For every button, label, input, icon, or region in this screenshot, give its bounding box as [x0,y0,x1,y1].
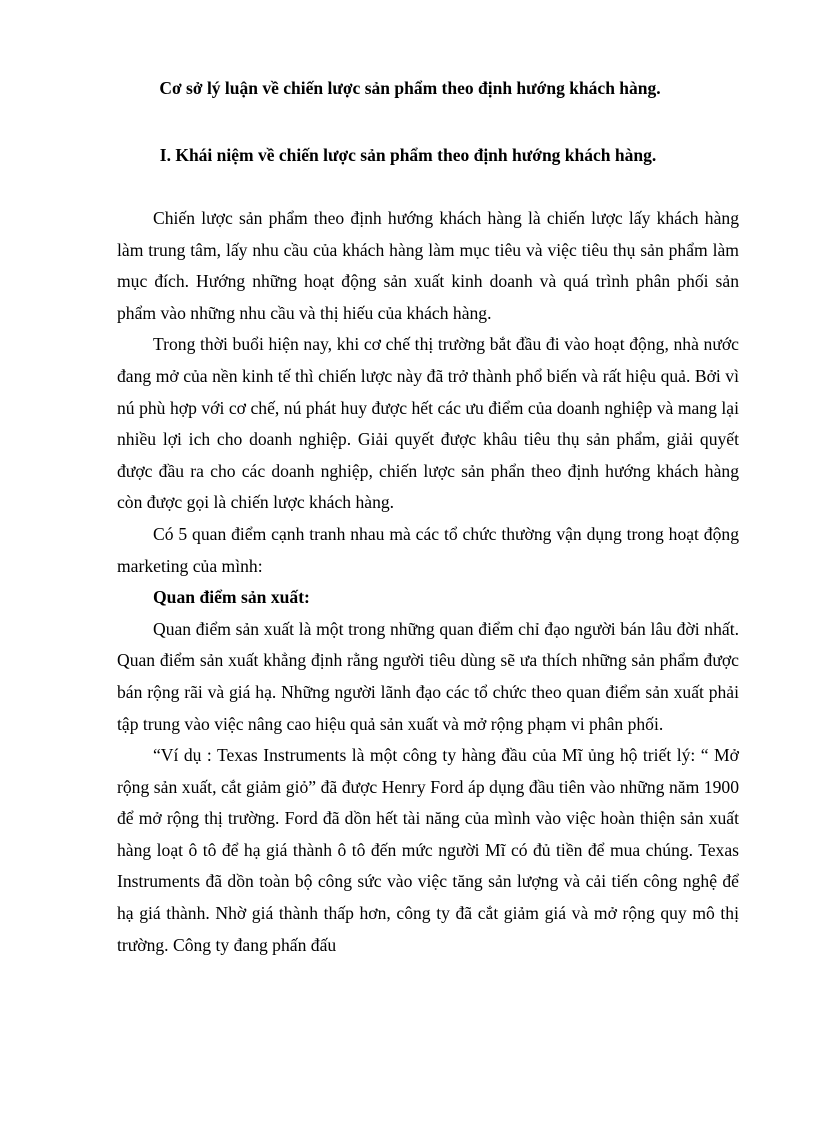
paragraph-context: Trong thời buổi hiện nay, khi cơ chế thị trường bắt đầu đi vào hoạt động, nhà nước đang mở của nền kinh tế thì chiến lược này đã trở thành phổ biến và rất hiệu quả. Bởi vì nú phù hợp với cơ chế, nú phát huy được hết các ưu điểm của doanh nghiệp và mang lại nhiều lợi ich cho doanh nghiệp. Giải quyết được khâu tiêu thụ sản phẩm, giải quyết được đầu ra cho các doanh nghiệp, chiến lược sản phẩn theo định hướng khách hàng còn được gọi là chiến lược khách hàng. [117,334,739,513]
paragraph-five-views: Có 5 quan điểm cạnh tranh nhau mà các tổ chức thường vận dụng trong hoạt động marketing của mình: [117,523,739,576]
paragraph-definition: Chiến lược sản phẩm theo định hướng khách hàng là chiến lược lấy khách hàng làm trung tâm, lấy nhu cầu của khách hàng làm mục tiêu và việc tiêu thụ sản phẩm làm mục đích. Hướng những hoạt động sản xuất kinh doanh và quá trình phân phối sản phẩm vào những nhu cầu và thị hiếu của khách hàng. [117,208,739,323]
paragraph-example: “Ví dụ : Texas Instruments là một công ty hàng đầu của Mĩ ủng hộ triết lý: “ Mở rộng sản xuất, cắt giảm giỏ” đã được Henry Ford áp dụng đầu tiên vào những năm 1900 để mở rộng thị trường. Ford đã dồn hết tài năng của mình vào việc hoàn thiện sản xuất hàng loạt ô tô để hạ giá thành ô tô đến mức người Mĩ có đủ tiền để mua chúng. Texas Instruments đã dồn toàn bộ công sức vào việc tăng sản lượng và cải tiến công nghệ để hạ giá thành. Nhờ giá thành thấp hơn, công ty đã cắt giảm giá và mở rộng quy mô thị trường. Công ty đang phấn đấu [117,745,739,955]
paragraph-production-view: Quan điểm sản xuất là một trong những quan điểm chỉ đạo người bán lâu đời nhất. Quan điểm sản xuất khẳng định rằng người tiêu dùng sẽ ưa thích những sản phẩm được bán rộng rãi và giá hạ. Những người lãnh đạo các tổ chức theo quan điểm sản xuất phải tập trung vào việc nâng cao hiệu quả sản xuất và mở rộng phạm vi phân phối. [117,618,739,734]
section-heading: I. Khái niệm về chiến lược sản phẩm theo định hướng khách hàng. [159,145,657,165]
document-title: Cơ sở lý luận về chiến lược sản phẩm theo định hướng khách hàng. [159,78,661,98]
document-body [117,203,739,961]
subheading-production-view: Quan điểm sản xuất: [153,587,310,608]
